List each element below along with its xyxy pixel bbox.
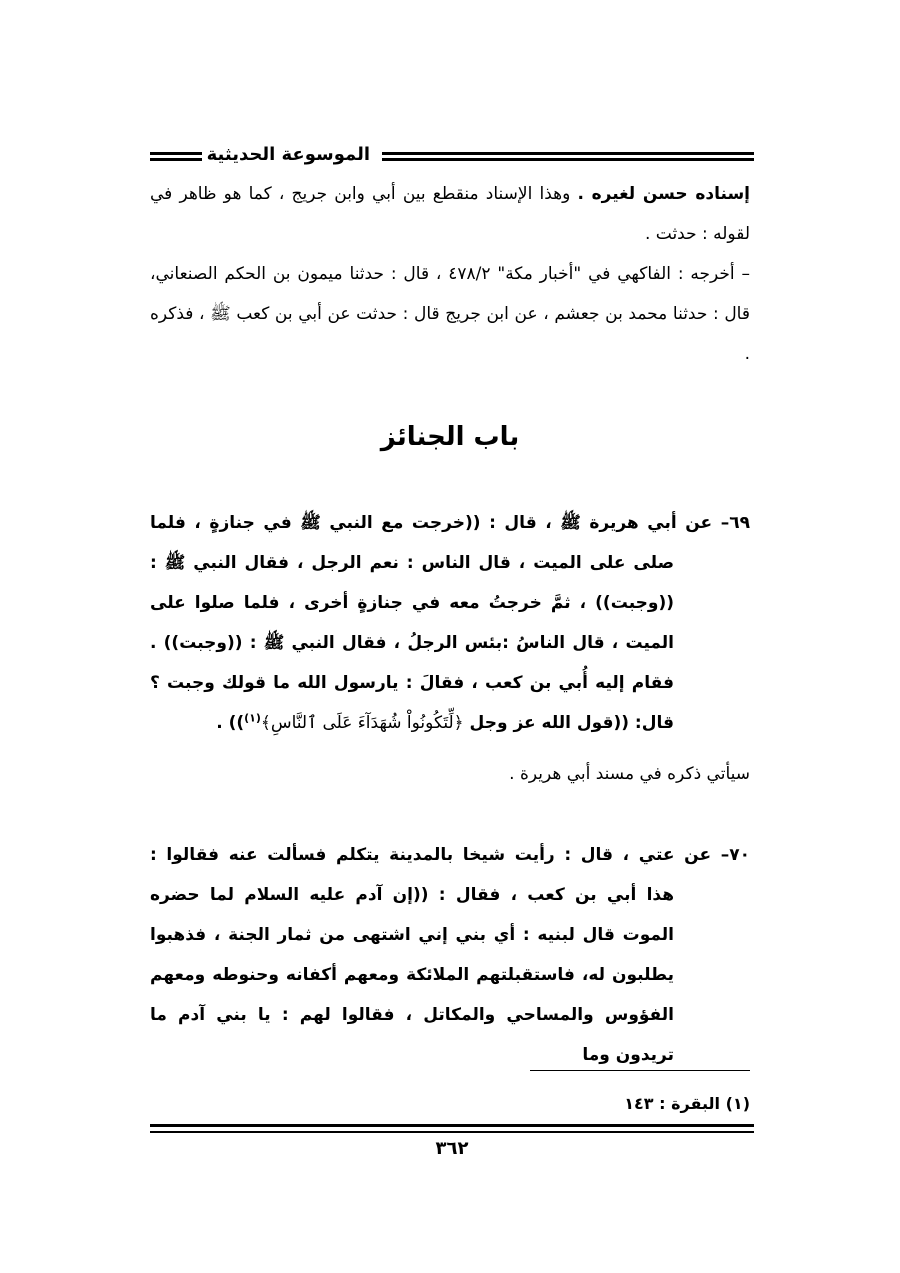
cross-reference-note: سيأتي ذكره في مسند أبي هريرة . (509, 764, 750, 784)
header-title: الموسوعة الحديثية (206, 144, 370, 165)
footer-rule-bottom (150, 1131, 754, 1133)
intro-paragraph-2: – أخرجه : الفاكهي في "أخبار مكة" ٤٧٨/٢ ، قال : حدثنا ميمون بن الحكم الصنعاني، قال : حدثنا محمد بن جعشم ، عن ابن جريج قال : حدثت عن أبي بن كعب ﷺ ، فذكره . (150, 264, 751, 364)
header-rule-left-top (150, 152, 202, 155)
hadith-70-number: ٧٠– (720, 845, 750, 865)
hadith-69 (150, 503, 750, 743)
header-rule-right-top (382, 152, 754, 155)
hadith-69-body (150, 543, 674, 743)
page-number: ٣٦٢ (435, 1138, 469, 1159)
intro-bold: إسناده حسن لغيره . (577, 184, 750, 204)
hadith-70-body: هذا أبي بن كعب ، فقال : ((إن آدم عليه السلام لما حضره الموت قال لبنيه : أي بني إني اشتهى من ثمار الجنة ، فذهبوا يطلبون له، فاستقبلتهم الملائكة ومعهم أكفانه وحنوطه ومعهم الفؤوس والمساحي والمكاتل ، فقالوا لهم : يا بني آدم ما تريدون وما (150, 885, 674, 1065)
hadith-69-text: صلى على الميت ، قال الناس : نعم الرجل ، فقال النبي ﷺ : ((وجبت)) ، ثمَّ خرجتُ معه في جنازةٍ أخرى ، فلما صلوا على الميت ، قال الناسُ :بئس الرجلُ ، فقال النبي ﷺ : ((وجبت)) . فقام إليه أُبي بن كعب ، فقالَ : يارسول الله ما قولك وجبت ؟ قال: ((قول الله عز وجل (150, 553, 674, 733)
hadith-69-number: ٦٩– (720, 513, 750, 533)
intro-text: وهذا الإسناد منقطع بين أبي وابن جريج ، كما هو ظاهر في لقوله : حدثت . (150, 184, 750, 244)
hadith-69-end: )) . (216, 713, 245, 733)
hadith-70-first-line (150, 835, 750, 875)
footnote: (١) البقرة : ١٤٣ (624, 1094, 750, 1113)
header-rule-left-bottom (150, 158, 202, 161)
quran-verse: ﴿لِّتَكُونُواْ شُهَدَآءَ عَلَى ٱلنَّاسِ﴾ (260, 713, 464, 733)
footer-rule-top (150, 1124, 754, 1127)
hadith-70 (150, 835, 750, 1075)
hadith-69-first-text: عن أبي هريرة ﷺ ، قال : ((خرجت مع النبي ﷺ في جنازةٍ ، فلما (150, 513, 713, 533)
hadith-70-first-text: عن عتي ، قال : رأيت شيخا بالمدينة يتكلم فسألت عنه فقالوا : (150, 845, 712, 865)
intro-paragraph-1 (150, 174, 750, 254)
intro-paragraphs (150, 174, 750, 374)
footnote-marker: (١) (244, 711, 261, 725)
running-header (150, 140, 754, 170)
header-rule-right-bottom (382, 158, 754, 161)
hadith-69-first-line (150, 503, 750, 543)
section-title: باب الجنائز (380, 422, 520, 452)
footnote-separator (530, 1070, 750, 1071)
